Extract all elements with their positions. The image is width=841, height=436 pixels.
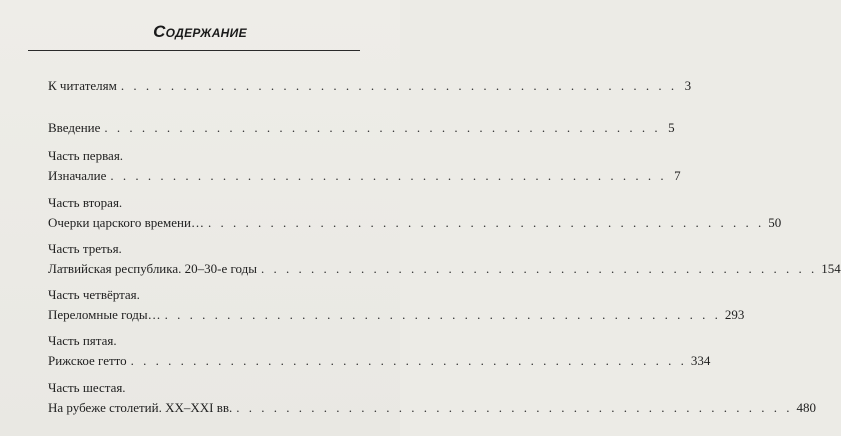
toc-entry-part-4 [48, 285, 745, 325]
toc-entry-page: 7 [674, 168, 681, 183]
toc-entry-title: Очерки царского времени… [48, 215, 204, 230]
toc-entry-part: Часть шестая. [48, 380, 126, 395]
dot-leader: . . . . . . . . . . . . . . . . . . . . . . . . . . . . . . . . . . . . . . . . . . . . . [110, 168, 667, 183]
toc-entry-title: Изначалие [48, 168, 107, 183]
toc-entry-title: Переломные годы… [48, 307, 161, 322]
dot-leader: . . . . . . . . . . . . . . . . . . . . . . . . . . . . . . . . . . . . . . . . . . . . . [164, 307, 721, 322]
toc-entry-part-6 [48, 378, 816, 418]
toc-entry-readers [48, 76, 692, 96]
toc-entry-page: 334 [690, 353, 711, 368]
toc-entry-title: Рижское гетто [48, 353, 127, 368]
dot-leader: . . . . . . . . . . . . . . . . . . . . . . . . . . . . . . . . . . . . . . . . . . . . . [236, 400, 793, 415]
toc-entry-part-1 [48, 146, 681, 186]
title-underline [28, 50, 360, 51]
dot-leader: . . . . . . . . . . . . . . . . . . . . . . . . . . . . . . . . . . . . . . . . . . . . . [207, 215, 765, 230]
dot-leader: . . . . . . . . . . . . . . . . . . . . . . . . . . . . . . . . . . . . . . . . . . . . . [120, 78, 678, 93]
page-title: Содержание [153, 22, 247, 41]
toc-entry-intro [48, 118, 675, 138]
toc-entry-title: Латвийская республика. 20–30-е годы [48, 261, 257, 276]
toc-entry-part-5 [48, 331, 711, 371]
toc-entry-title: На рубеже столетий. XX–XXI вв. [48, 400, 233, 415]
toc-entry-part: Часть вторая. [48, 195, 123, 210]
toc-entry-part-3 [48, 239, 841, 279]
toc-entry-page: 480 [796, 400, 816, 415]
toc-entry-part: Часть пятая. [48, 333, 117, 348]
toc-entry-part-2 [48, 193, 782, 233]
toc-entry-part: Часть четвёртая. [48, 287, 140, 302]
toc-entry-title: К читателям [48, 78, 117, 93]
dot-leader: . . . . . . . . . . . . . . . . . . . . . . . . . . . . . . . . . . . . . . . . . . . . . [104, 120, 661, 135]
toc-entry-part: Часть первая. [48, 148, 124, 163]
dot-leader: . . . . . . . . . . . . . . . . . . . . . . . . . . . . . . . . . . . . . . . . . . . . . [260, 261, 818, 276]
toc-entry-page: 5 [668, 120, 675, 135]
toc-entry-title: Введение [48, 120, 101, 135]
toc-entry-page: 3 [684, 78, 692, 93]
dot-leader: . . . . . . . . . . . . . . . . . . . . . . . . . . . . . . . . . . . . . . . . . . . . . [130, 353, 687, 368]
toc-entry-page: 293 [724, 307, 745, 322]
toc-entry-page: 154 [821, 261, 841, 276]
toc-entry-page: 50 [768, 215, 782, 230]
toc-entry-part: Часть третья. [48, 241, 122, 256]
